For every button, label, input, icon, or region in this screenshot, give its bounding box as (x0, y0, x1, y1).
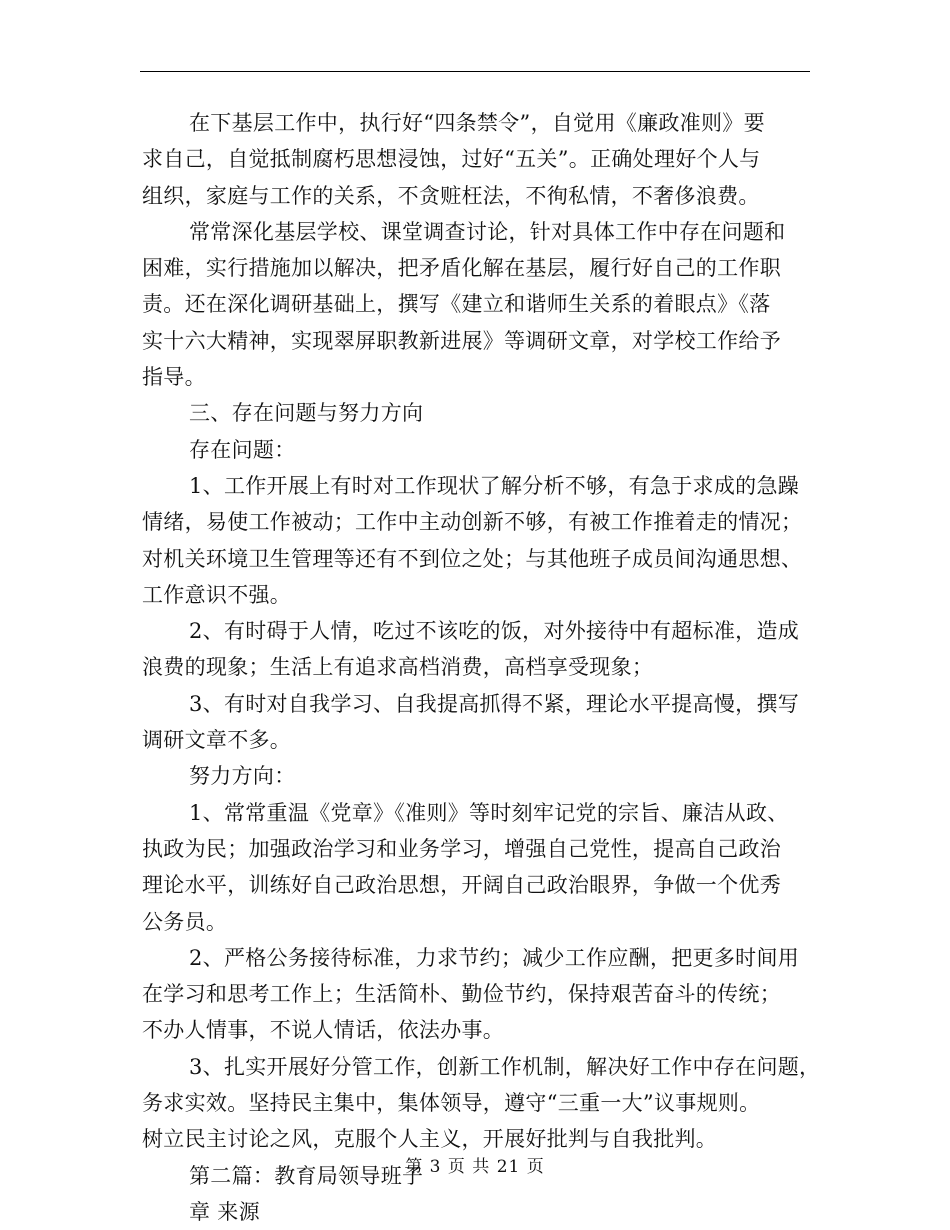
text-line: 公务员。 (142, 909, 228, 934)
document-body (142, 105, 832, 1230)
text-line: 浪费的现象；生活上有追求高档消费，高档享受现象； (142, 655, 654, 680)
text-line: 在学习和思考工作上；生活简朴、勤俭节约，保持艰苦奋斗的传统； (142, 982, 781, 1007)
text-line: 务求实效。坚持民主集中，集体领导，遵守“三重一大”议事规则。 (142, 1091, 761, 1116)
text-line: 树立民主讨论之风，克服个人主义，开展好批判与自我批判。 (142, 1127, 718, 1152)
text-line: 困难，实行措施加以解决，把矛盾化解在基层，履行好自己的工作职 (142, 256, 781, 281)
header-rule (140, 71, 810, 72)
text-line: 不办人情事，不说人情话，依法办事。 (142, 1018, 505, 1043)
subsection-heading: 努力方向： (189, 764, 296, 789)
text-line: 1、常常重温《党章》《准则》等时刻牢记党的宗旨、廉洁从政、 (189, 800, 789, 825)
text-line: 3、扎实开展好分管工作，创新工作机制，解决好工作中存在问题， (189, 1054, 821, 1079)
text-line: 在下基层工作中，执行好“四条禁令”，自觉用《廉政准则》要 (189, 111, 765, 135)
text-line: 章 来源 (189, 1199, 260, 1224)
subsection-heading: 存在问题： (189, 437, 296, 462)
part-heading: 第二篇：教育局领导班子 (189, 1163, 424, 1188)
text-line: 执政为民；加强政治学习和业务学习，增强自己党性，提高自己政治 (142, 836, 781, 861)
text-line: 指导。 (142, 365, 206, 390)
text-line: 3、有时对自我学习、自我提高抓得不紧，理论水平提高慢，撰写 (189, 691, 800, 716)
page-footer: 第 3 页 共 21 页 (405, 1157, 545, 1177)
text-line: 求自己，自觉抵制腐朽思想浸蚀，过好“五关”。正确处理好个人与 (142, 147, 761, 172)
text-line: 工作意识不强。 (142, 582, 292, 607)
text-line: 理论水平，训练好自己政治思想，开阔自己政治眼界，争做一个优秀 (142, 873, 781, 898)
text-line: 1、工作开展上有时对工作现状了解分析不够，有急于求成的急躁 (189, 473, 800, 498)
text-line: 2、有时碍于人情，吃过不该吃的饭，对外接待中有超标准，造成 (189, 619, 800, 644)
text-line: 组织，家庭与工作的关系，不贪赃枉法，不徇私情，不奢侈浪费。 (142, 183, 760, 208)
text-line: 对机关环境卫生管理等还有不到位之处；与其他班子成员间沟通思想、 (142, 546, 803, 571)
text-line: 责。还在深化调研基础上，撰写《建立和谐师生关系的着眼点》《落 (142, 292, 771, 317)
text-line: 常常深化基层学校、课堂调查讨论，针对具体工作中存在问题和 (189, 219, 786, 244)
text-line: 实十六大精神，实现翠屏职教新进展》等调研文章，对学校工作给予 (142, 328, 781, 353)
text-line: 2、严格公务接待标准，力求节约；减少工作应酬，把更多时间用 (189, 945, 800, 970)
section-heading: 三、存在问题与努力方向 (189, 401, 424, 426)
text-line: 情绪，易使工作被动；工作中主动创新不够，有被工作推着走的情况； (142, 510, 803, 535)
text-line: 调研文章不多。 (142, 728, 292, 753)
